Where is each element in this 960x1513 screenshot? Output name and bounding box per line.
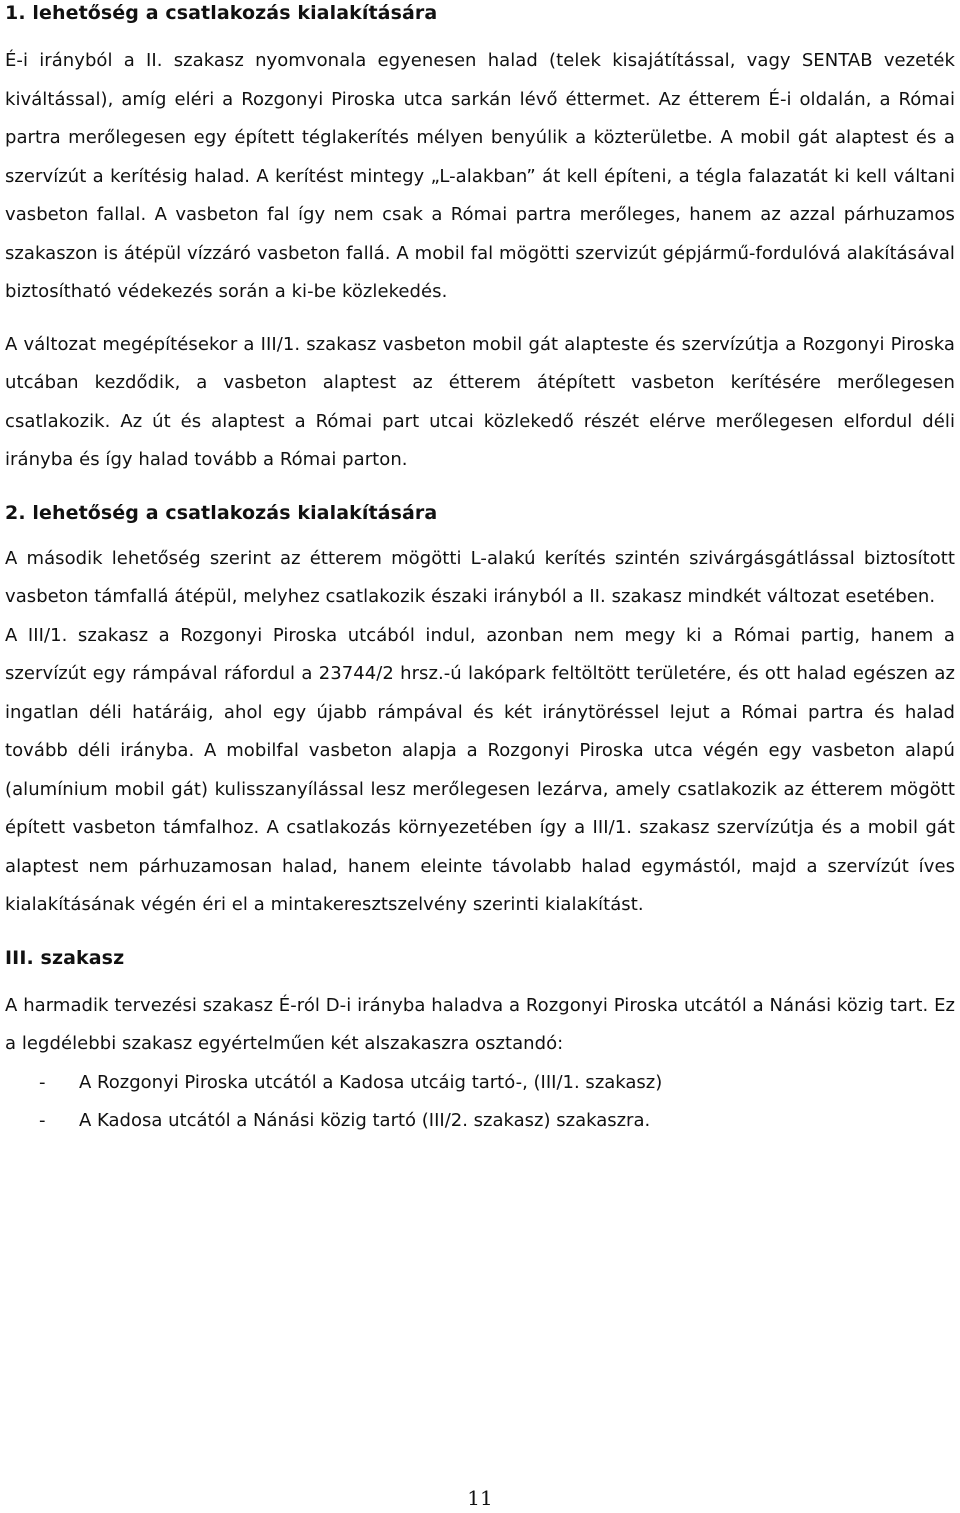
section3-intro: A harmadik tervezési szakasz É-ról D-i irányba haladva a Rozgonyi Piroska utcától a Nánási közig tart. Ez a legdélebbi szakasz egyértelműen két alszakaszra osztandó:	[5, 994, 955, 1054]
section1-paragraph-1: É-i irányból a II. szakasz nyomvonala egyenesen halad (telek kisajátítással, vagy SENTAB vezeték kiváltással), amíg eléri a Rozgonyi Piroska utca sarkán lévő éttermet. Az étterem É-i oldalán, a Római partra merőlegesen egy épített téglakerítés mélyen benyúlik a közterületbe. A mobil gát alaptest és a szervízút a kerítésig halad. A kerítést mintegy „L-alakban” át kell építeni, a tégla falazatát ki kell váltani vasbeton fallal. A vasbeton fal így nem csak a Római partra merőleges, hanem az azzal párhuzamos szakaszon is átépül vízzáró vasbeton fallá. A mobil fal mögötti szervizút gépjármű-fordulóvá alakításával biztosítható védekezés során a ki-be közlekedés.	[5, 50, 955, 302]
list-item	[5, 1102, 955, 1141]
section3-heading: III. szakasz	[5, 946, 125, 969]
page-number: 11	[467, 1486, 493, 1510]
document-page	[5, 0, 955, 1141]
subsection-list	[5, 1064, 955, 1141]
list-item	[5, 1064, 955, 1103]
section2-paragraph-2: A III/1. szakasz a Rozgonyi Piroska utcából indul, azonban nem megy ki a Római partig, hanem a szervízút egy rámpával ráfordul a 23744/2 hrsz.-ú lakópark feltöltött területére, és ott halad egészen az ingatlan déli határáig, ahol egy újabb rámpával és két iránytöréssel lejut a Római partra és halad tovább déli irányba. A mobilfal vasbeton alapja a Rozgonyi Piroska utca végén egy vasbeton alapú (alumínium mobil gát) kulisszanyílással lesz merőlegesen lezárva, amely csatlakozik az étterem mögött épített vasbeton támfalhoz. A csatlakozás környezetében így a III/1. szakasz szervízútja és a mobil gát alaptest nem párhuzamosan halad, hanem eleinte távolabb halad egymástól, majd a szervízút íves kialakításának végén éri el a mintakeresztszelvény szerinti kialakítást.	[5, 624, 955, 915]
section2-heading: 2. lehetőség a csatlakozás kialakítására	[5, 501, 438, 524]
section1-heading: 1. lehetőség a csatlakozás kialakítására	[5, 2, 438, 24]
list-item-text: A Rozgonyi Piroska utcától a Kadosa utcáig tartó-, (III/1. szakasz)	[79, 1071, 663, 1093]
section1-paragraph-2: A változat megépítésekor a III/1. szakasz vasbeton mobil gát alapteste és szervízútja a Rozgonyi Piroska utcában kezdődik, a vasbeton alaptest az étterem átépített vasbeton kerítésére merőlegesen csatlakozik. Az út és alaptest a Római part utcai közlekedő részét elérve merőlegesen elfordul déli irányba és így halad tovább a Római parton.	[5, 333, 955, 470]
list-dash-marker: -	[39, 1110, 46, 1131]
list-dash-marker: -	[39, 1071, 46, 1093]
list-item-text: A Kadosa utcától a Nánási közig tartó (III/2. szakasz) szakaszra.	[79, 1110, 651, 1131]
section2-paragraph-1: A második lehetőség szerint az étterem mögötti L-alakú kerítés szintén szivárgásgátlással biztosított vasbeton támfallá átépül, melyhez csatlakozik északi irányból a II. szakasz mindkét változat esetében.	[5, 547, 955, 607]
